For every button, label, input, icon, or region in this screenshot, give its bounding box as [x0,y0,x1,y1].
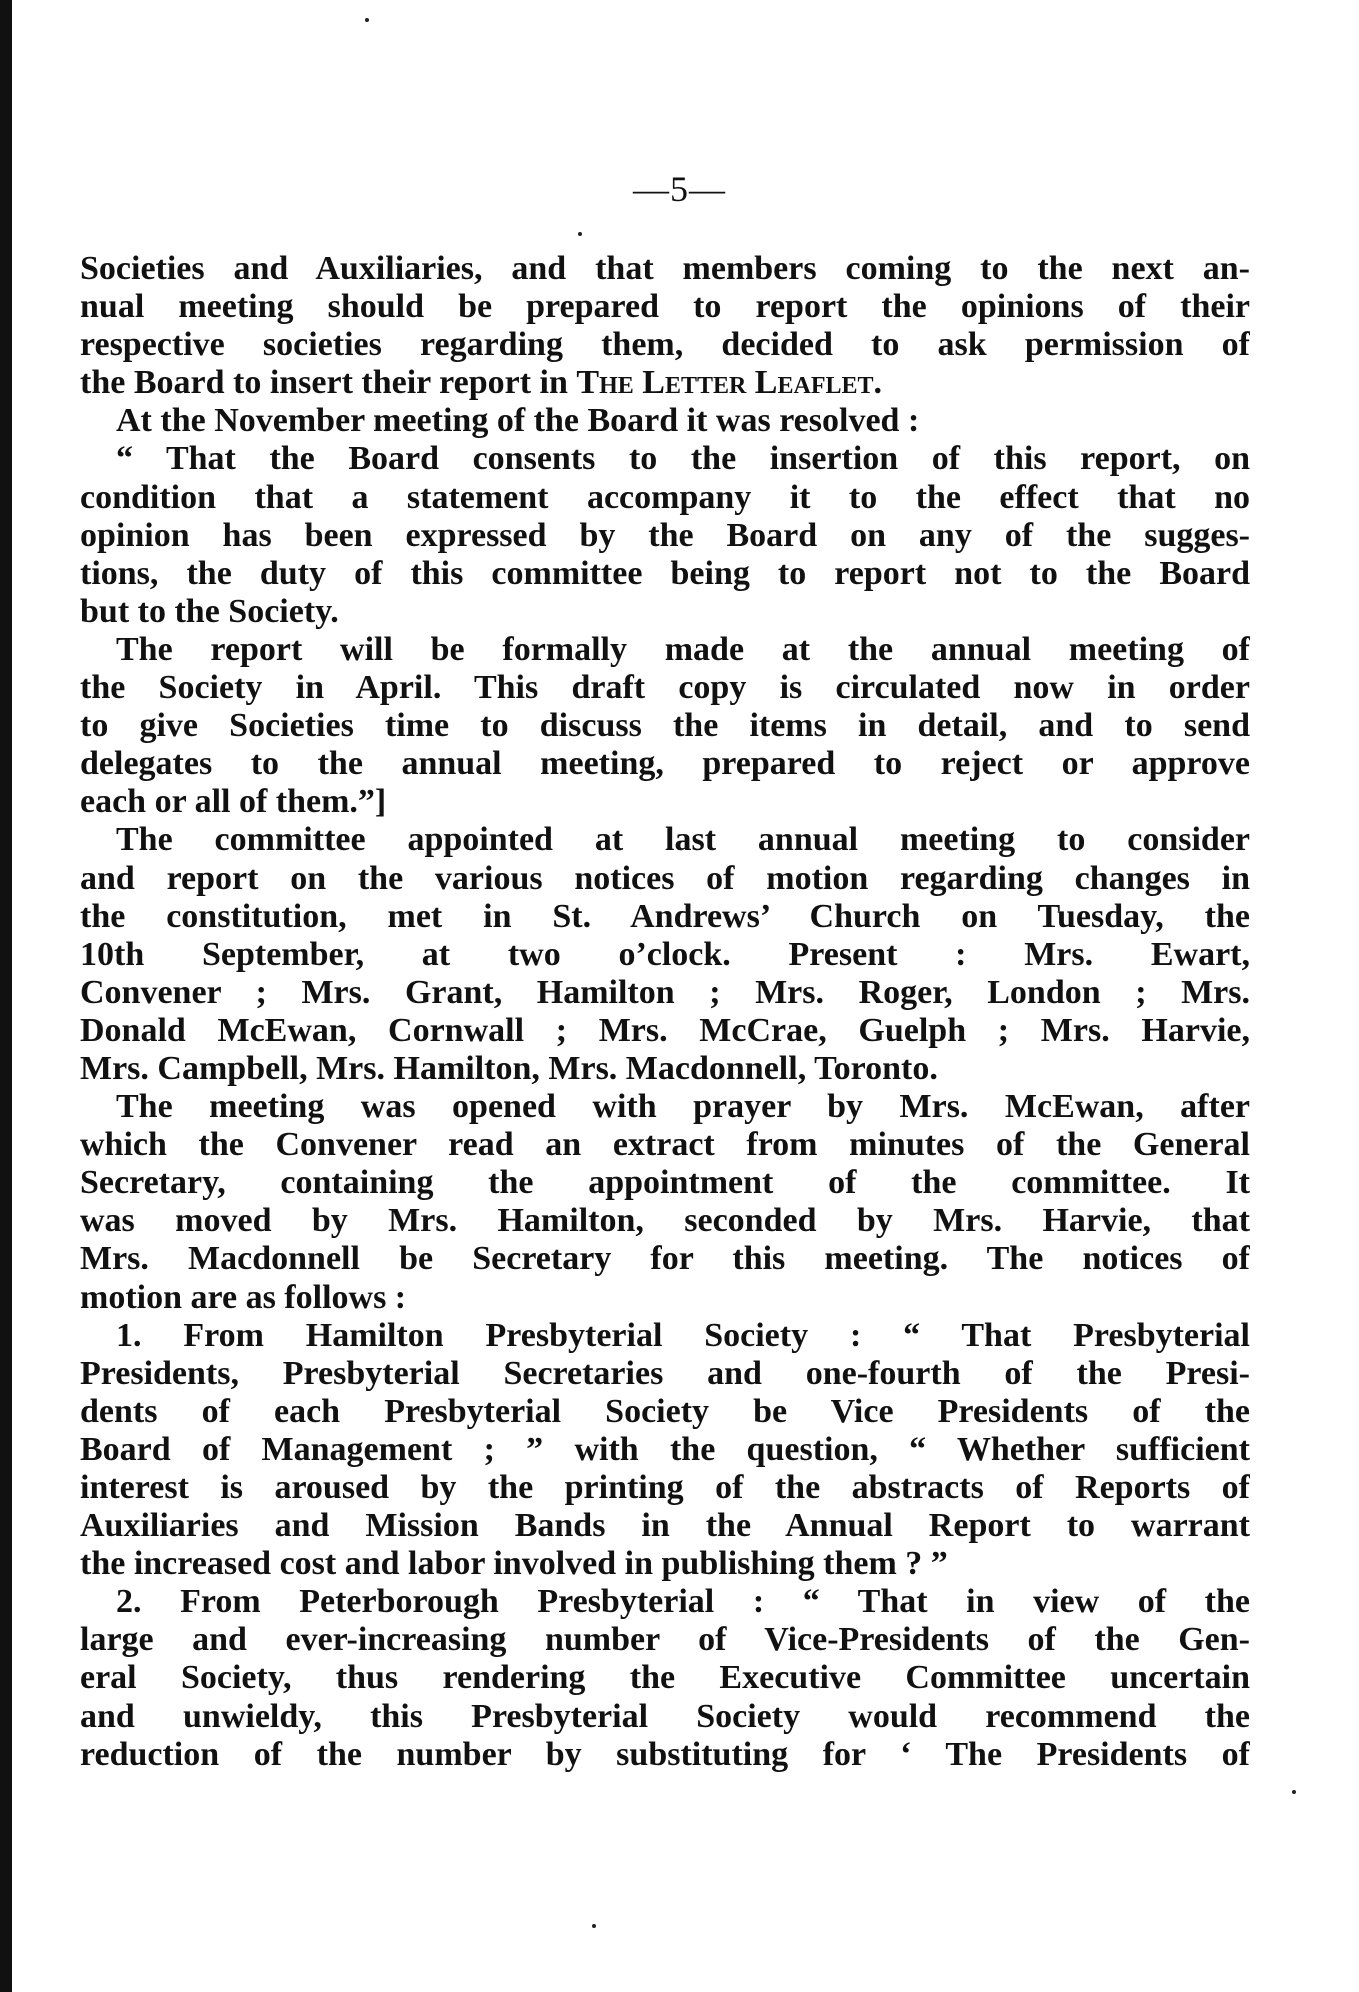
text-line: 2. From Peterborough Presbyterial : “ That in view of the [116,1583,1250,1621]
text-line: tions, the duty of this committee being to report not to the Board [80,554,1250,592]
text-line: The committee appointed at last annual meeting to consider [116,821,1250,859]
text-line: At the November meeting of the Board it was resolved : [116,402,920,440]
print-speck [578,232,582,236]
text-line-lead: the Board to insert their report in [80,364,577,402]
text-line: was moved by Mrs. Hamilton, seconded by Mrs. Harvie, that [80,1202,1250,1240]
text-line: Convener ; Mrs. Grant, Hamilton ; Mrs. Roger, London ; Mrs. [80,973,1250,1011]
text-line: 10th September, at two o’clock. Present : Mrs. Ewart, [80,935,1250,973]
text-line: The meeting was opened with prayer by Mrs. McEwan, after [116,1088,1250,1126]
text-line-tail: . [873,364,883,402]
print-speck [365,18,369,22]
text-line: the constitution, met in St. Andrews’ Church on Tuesday, the [80,897,1250,935]
text-line: Presidents, Presbyterial Secretaries and one-fourth of the Presi- [80,1354,1250,1392]
text-line: and unwieldy, this Presbyterial Society would recommend the [80,1697,1250,1735]
text-line: 1. From Hamilton Presbyterial Society : “ That Presbyterial [116,1316,1250,1354]
text-line: to give Societies time to discuss the items in detail, and to send [80,707,1250,745]
text-line: condition that a statement accompany it to the effect that no [80,478,1250,516]
text-line: reduction of the number by substituting for ‘ The Presidents of [80,1735,1250,1773]
text-line: Board of Management ; ” with the question, “ Whether sufficient [80,1430,1250,1468]
publication-title: The Letter Leaflet [576,364,874,402]
text-line: dents of each Presbyterial Society be Vice Presidents of the [80,1392,1250,1430]
text-line: and report on the various notices of motion regarding changes in [80,859,1250,897]
text-line: the Society in April. This draft copy is circulated now in order [80,669,1250,707]
text-line: delegates to the annual meeting, prepared to reject or approve [80,745,1250,783]
text-line: Auxiliaries and Mission Bands in the Annual Report to warrant [80,1507,1250,1545]
print-speck [592,1924,596,1928]
text-line: eral Society, thus rendering the Executive Committee uncertain [80,1659,1250,1697]
page-number: —5— [633,169,726,209]
text-line: Secretary, containing the appointment of the committee. It [80,1164,1250,1202]
text-line: the increased cost and labor involved in publishing them ? ” [80,1545,948,1583]
body-text [80,250,1250,1774]
text-line: but to the Society. [80,592,339,630]
text-line: interest is aroused by the printing of the abstracts of Reports of [80,1469,1250,1506]
text-line: nual meeting should be prepared to report the opinions of their [80,288,1250,326]
text-line: “ That the Board consents to the insertion of this report, on [116,440,1250,478]
text-line: Mrs. Macdonnell be Secretary for this meeting. The notices of [80,1240,1250,1278]
text-line: large and ever-increasing number of Vice-Presidents of the Gen- [80,1621,1250,1659]
text-line: motion are as follows : [80,1278,407,1316]
text-line: The report will be formally made at the annual meeting of [116,630,1250,668]
text-line: Societies and Auxiliaries, and that members coming to the next an- [80,250,1250,287]
text-line [80,364,1250,402]
text-line: Mrs. Campbell, Mrs. Hamilton, Mrs. Macdonnell, Toronto. [80,1049,938,1087]
page-left-edge-rule [0,0,12,1992]
text-line: each or all of them.”] [80,783,387,821]
text-line: Donald McEwan, Cornwall ; Mrs. McCrae, Guelph ; Mrs. Harvie, [80,1011,1250,1049]
text-line: opinion has been expressed by the Board on any of the sugges- [80,516,1250,554]
text-line: which the Convener read an extract from minutes of the General [80,1126,1250,1164]
text-line: respective societies regarding them, decided to ask permission of [80,326,1250,364]
print-speck [1292,1790,1296,1794]
